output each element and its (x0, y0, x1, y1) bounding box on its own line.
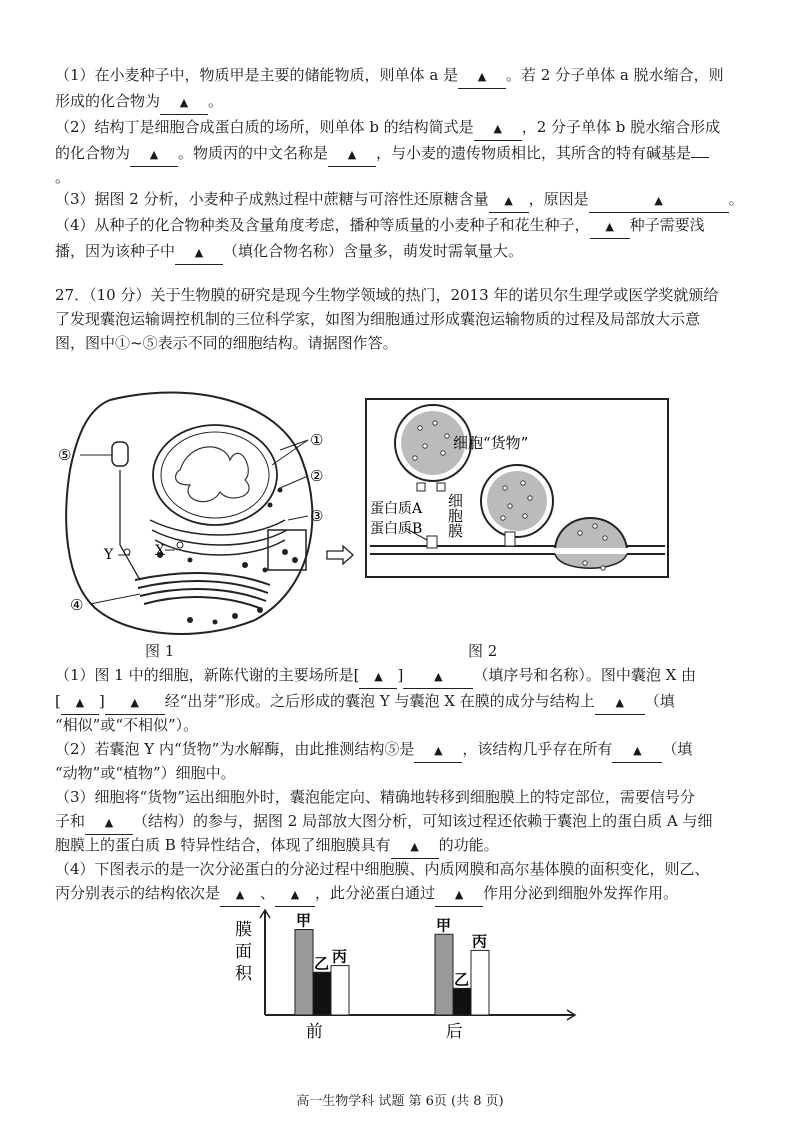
q27-s2-line2: “动物”或“植物”）细胞中。 (55, 764, 236, 782)
membrane-area-bar-chart (225, 905, 595, 1045)
fig1-label-1: ① (310, 431, 324, 449)
y-axis-label: 积 (235, 964, 252, 984)
q27-s4-line1: （4）下图表示的是一次分泌蛋白的分泌过程中细胞膜、内质网膜和高尔基体膜的面积变化，则乙、 (55, 860, 710, 878)
fig1-label-y: Y (104, 547, 114, 563)
q27-s1-line2: [ ▲ ] ▲ 经“出芽”形成。之后形成的囊泡 Y 与囊泡 X 在膜的成分与结构上 ▲ （填 (55, 690, 675, 715)
bar (331, 966, 349, 1015)
fig1-label-2: ② (310, 467, 324, 485)
q26-line5: （3）据图 2 分析，小麦种子成熟过程中蔗糖与可溶性还原糖含量 ▲ ，原因是 ▲ 。 (55, 188, 744, 213)
fig1-label-3: ③ (310, 507, 324, 525)
fig2-label-protein-a: 蛋白质A (370, 501, 423, 517)
q27-s2-line1: （2）若囊泡 Y 内“货物”为水解酶，由此推测结构⑤是 ▲ ，该结构几乎存在所有 ▲ （填 (55, 738, 692, 763)
zoom-arrow-icon (325, 545, 355, 565)
y-axis-label: 膜 (235, 920, 252, 940)
q26-line1: （1）在小麦种子中，物质甲是主要的储能物质，则单体 a 是 ▲ 。若 2 分子单体 a 脱水缩合，则 (55, 64, 724, 89)
q27-s3-line2: 子和 ▲ （结构）的参与，据图 2 局部放大图分析，可知该过程还依赖于囊泡上的蛋白质 A 与细 (55, 810, 712, 835)
q27-s4-line2: 丙分别表示的结构依次是 ▲ 、 ▲ ，此分泌蛋白通过 ▲ 作用分泌到细胞外发挥作用。 (55, 882, 678, 907)
q27-intro-1: 27．（10 分）关于生物膜的研究是现今生物学领域的热门，2013 年的诺贝尔生理学或医学奖就颁给 (55, 286, 719, 304)
bar-label: 乙 (454, 970, 470, 989)
fig2-label-protein-b: 蛋白质B (370, 521, 423, 537)
bar (435, 934, 453, 1015)
q27-s1-line1: （1）图 1 中的细胞，新陈代谢的主要场所是[ ▲ ] ▲ （填序号和名称）。图中囊泡 X 由 (55, 664, 696, 689)
x-tick-label: 后 (445, 1022, 463, 1042)
q26-line7: 播，因为该种子中 ▲ （填化合物名称）含量多，萌发时需氧量大。 (55, 240, 523, 265)
bar-label: 乙 (314, 954, 330, 973)
fig2-label-membrane: 细胞膜 (446, 493, 464, 538)
q27-s3-line1: （3）细胞将“货物”运出细胞外时，囊泡能定向、精确地转移到细胞膜上的特定部位，需要信号分 (55, 788, 695, 806)
q26-line4b: 。 (55, 168, 71, 186)
q27-intro-3: 图，图中①~⑤表示不同的细胞结构。请据图作答。 (55, 334, 398, 352)
q26-line4: 的化合物为 ▲ 。物质丙的中文名称是 ▲ ，与小麦的遗传物质相比，其所含的特有碱基是 (55, 142, 709, 167)
bar-label: 甲 (436, 916, 452, 935)
fig1-label-5: ⑤ (58, 446, 72, 464)
q27-s1-line3: “相似”或“不相似”）。 (55, 716, 199, 734)
fig2-label-cargo: 细胞“货物” (453, 434, 529, 452)
q26-line2: 形成的化合物为 ▲ 。 (55, 90, 223, 115)
fig1-label-x: X (155, 543, 165, 559)
bar-label: 甲 (296, 911, 312, 930)
page-footer: 高一生物学科 试题 第 6页 (共 8 页) (296, 1094, 504, 1109)
y-axis-label: 面 (235, 942, 252, 962)
q27-s3-line3: 胞膜上的蛋白质 B 特异性结合，体现了细胞膜具有 ▲ 的功能。 (55, 834, 499, 859)
bar (471, 950, 489, 1015)
figure-2-membrane-zoom (365, 398, 670, 580)
bar (313, 972, 331, 1015)
x-tick-label: 前 (305, 1022, 323, 1042)
bar-label: 丙 (332, 947, 348, 966)
bar-label: 丙 (472, 932, 488, 951)
figure-2-caption: 图 2 (468, 642, 498, 660)
q26-line3: （2）结构丁是细胞合成蛋白质的场所，则单体 b 的结构简式是 ▲ ，2 分子单体 b 脱水缩合形成 (55, 116, 720, 141)
figure-1-cell-diagram (40, 380, 350, 645)
bar (295, 930, 313, 1016)
fig1-label-4: ④ (70, 596, 84, 614)
figure-1-caption: 图 1 (145, 642, 175, 660)
q26-line6: （4）从种子的化合物种类及含量角度考虑，播种等质量的小麦种子和花生种子， ▲ 种子需要浅 (55, 214, 705, 239)
q27-intro-2: 了发现囊泡运输调控机制的三位科学家，如图为细胞通过形成囊泡运输物质的过程及局部放大示意 (55, 310, 701, 328)
bar (453, 988, 471, 1015)
